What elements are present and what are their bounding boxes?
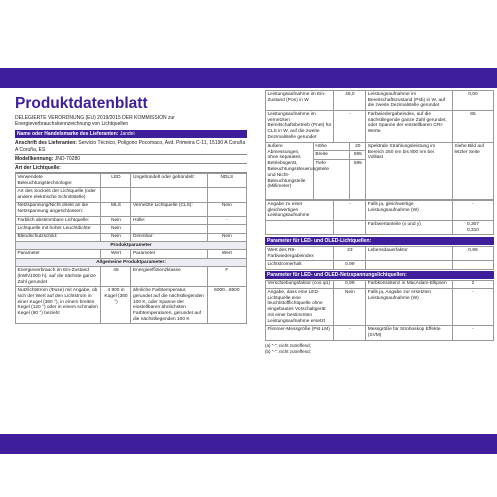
cell: Farbwiedergabeindex, auf die nächstliegende ganze Zahl gerundet, oder Spanne der einstellbaren CRI-Werte — [366, 110, 453, 142]
table-row — [16, 188, 247, 202]
equivalence-table — [265, 200, 494, 235]
power-table — [265, 90, 494, 143]
table-row — [266, 110, 494, 142]
table-row — [16, 202, 247, 216]
cell: - — [334, 110, 366, 142]
cell — [101, 188, 131, 202]
cell: Lichtstromerhalt — [266, 261, 334, 269]
table-row — [266, 289, 494, 326]
dim-label: Höhe — [313, 143, 349, 151]
dimensions-table — [265, 142, 494, 200]
outer-dimensions-label: äußere Abmessungen, ohne separates Betriebsgerät, Beleuchtungssteuerungsteile und Nicht-Beleuchtungsteile (Millimeter) — [266, 143, 314, 200]
table-row — [266, 220, 494, 234]
table-row — [16, 233, 247, 241]
dim-label: Breite — [313, 151, 349, 159]
dim-label: Tiefe — [313, 159, 349, 200]
datasheet-page — [10, 88, 487, 434]
model-label: Modellkennung: — [15, 155, 54, 162]
cell: - — [334, 200, 366, 220]
cell: Messgröße für Stroboskop Effekte (SVM) — [366, 326, 453, 340]
product-params-title: Produktparameter — [16, 241, 247, 249]
cell: - — [207, 216, 246, 224]
table-row — [266, 280, 494, 288]
table-row — [16, 216, 247, 224]
table-row — [16, 174, 247, 188]
section-header-row — [16, 241, 247, 249]
page-title: Produktdatenblatt — [15, 95, 148, 112]
dim-value: 595 — [350, 151, 366, 159]
cell: Farbwertanteile (x und y) — [366, 220, 453, 234]
cell: Nein — [334, 289, 366, 326]
table-row — [16, 225, 247, 233]
led-section-bar: Parameter für LED- und OLED-Lichtquellen: — [265, 237, 494, 245]
col-header-value: Wert — [207, 250, 246, 258]
regulation-text: DELEGIERTE VERORDNUNG (EU) 2019/2015 DER KOMMISSION zur Energieverbrauchskennzeichnung von Lichtquellen — [15, 115, 175, 128]
cell: - — [452, 326, 493, 340]
cell: MLS — [101, 202, 131, 216]
mains-led-table — [265, 280, 494, 341]
cell: Nein — [101, 216, 131, 224]
supplier-bar — [15, 130, 247, 138]
cell: Blendschutzschild: — [16, 233, 101, 241]
cell: Lichtquelle mit hoher Leuchtdichte: — [16, 225, 101, 233]
cell: Leistungsaufnahme im vernetzten Bereitschaftsbetrieb (Pnet) für CLS in W, auf die zweite Dezimalstelle gerundet — [266, 110, 334, 142]
cell: Farblich abstimmbare Lichtquelle: — [16, 216, 101, 224]
table-row — [266, 91, 494, 111]
footnote: (b) "-": nicht zutreffend; — [265, 348, 311, 354]
cell: 4 800 in Kugel (360 °) — [101, 287, 131, 324]
cell — [131, 188, 207, 202]
table-row — [16, 287, 247, 324]
cell — [334, 220, 366, 234]
cell: 2 — [452, 280, 493, 288]
led-table — [265, 246, 494, 270]
table-row — [266, 247, 494, 261]
cell: F — [207, 267, 246, 287]
supplier-label: Name oder Handelsmarke des Lieferanten: — [17, 131, 119, 138]
cell: 85 — [452, 110, 493, 142]
cell: LED — [101, 174, 131, 188]
cell: ähnliche Farbtemperatur, gerundet auf die nächstliegenden 100 K, oder Spanne der einstellbaren ähnlichsten Farbtemperaturen, gerundet auf die nächstliegenden 100 K — [131, 287, 207, 324]
cell: Flimmer-Messgröße (Pst LM) — [266, 326, 334, 340]
right-column — [265, 90, 494, 355]
cell: Wert des R9-Farbwiedergabeindex — [266, 247, 334, 261]
cell: Angabe, dass eine LED-Lichtquelle eine leuchtstofflichtquelle ohne eingebautes Vorschaltgerät mit einer bestimmten Leistungsaufnahme ersetzt — [266, 289, 334, 326]
cell: Energieverbrauch im Ein-Zustand (kWh/1000 h), auf die nächste ganze Zahl gerundet — [16, 267, 101, 287]
top-brand-band — [0, 68, 497, 88]
light-source-type-heading — [15, 164, 247, 173]
cell: Lebensdauerfaktor — [366, 247, 453, 261]
cell: Verwendete Beleuchtungstechnologie: — [16, 174, 101, 188]
footnotes — [265, 343, 494, 355]
table-row — [266, 200, 494, 220]
address-line — [15, 139, 247, 154]
model-value: JND-70280 — [54, 155, 81, 162]
light-source-type-table — [15, 173, 247, 324]
cell: 0,98 — [452, 247, 493, 261]
cell: NDLS — [207, 174, 246, 188]
cell: Nein — [207, 202, 246, 216]
dim-value: 20 — [350, 143, 366, 151]
left-column — [15, 90, 247, 324]
address-label: Anschrift des Lieferanten: — [15, 140, 77, 147]
cell: 6000...6500 — [207, 287, 246, 324]
cell: Netzspannung/Nicht direkt an die Netzspannung angeschlossen: — [16, 202, 101, 216]
cell: Energieeffizienzklasse — [131, 267, 207, 287]
model-line — [15, 155, 247, 164]
cell: Nein — [101, 233, 131, 241]
cell: Nein — [207, 233, 246, 241]
cell — [452, 261, 493, 269]
cell: Falls ja, gleichwertige Leistungsaufnahme (W) — [366, 200, 453, 220]
cell: - — [452, 200, 493, 220]
cell: 23 — [334, 247, 366, 261]
cell: Angabe zu einer gleichwertigen Leistungsaufnahme — [266, 200, 334, 220]
cell: Farbkonsistenz in MacAdam-Ellipsen — [366, 280, 453, 288]
table-row — [266, 143, 494, 151]
table-row — [16, 267, 247, 287]
cell: 48 — [101, 267, 131, 287]
col-header-param: Parameter — [131, 250, 207, 258]
cell: Nutzlichtstrom (Φuse) mit Angabe, ob sich der Wert auf den Lichtstrom in einer Kugel (360 °), in einem breiten Kegel (120 °) oder in einem schmalen Kegel (90 °) bezieht — [16, 287, 101, 324]
cell — [366, 261, 453, 269]
cell: 0,99 — [334, 280, 366, 288]
chroma-y: 0,310 — [466, 227, 479, 233]
cell: - — [452, 289, 493, 326]
address-value: Servicio Técnico, Poligono Pocomaco, Avd. Primeira C-11, 15190 A Coruña A Coruña, ES — [15, 140, 246, 153]
cell: Dimmbar: — [131, 233, 207, 241]
cell: Leistungsaufnahme im Ein-Zustand (Pon) in W — [266, 91, 334, 111]
footnote: (a) "-": nicht zutreffend; — [265, 342, 311, 348]
spectral-label: Spektrale Strahlungsleistung im Bereich 250 nm bis 800 nm bei Volllast — [366, 143, 453, 200]
chroma-x: 0,307 — [466, 221, 479, 227]
cell: 0,00 — [452, 91, 493, 111]
mains-section-bar: Parameter für LED- und OLED-Netzspannungslichtquellen: — [265, 271, 494, 279]
light-source-type-label: Art der Lichtquelle: — [15, 165, 61, 172]
cell — [131, 225, 207, 233]
cell: Verschiebungsfaktor (cos φ1) — [266, 280, 334, 288]
col-header-param: Parameter — [16, 250, 101, 258]
supplier-value: Jandei — [119, 131, 135, 138]
cell: - — [334, 326, 366, 340]
cell: Ungebündelt oder gebündelt: — [131, 174, 207, 188]
cell: Vernetzte Lichtquelle (CLS): — [131, 202, 207, 216]
chromaticity-values — [452, 220, 493, 234]
cell: Hülle: — [131, 216, 207, 224]
table-row — [266, 261, 494, 269]
table-row — [266, 326, 494, 340]
cell: Nein — [101, 225, 131, 233]
cell: Leistungsaufnahme im Bereitschaftszustand (Psb) in W, auf die zweite Dezimalstelle gerundet — [366, 91, 453, 111]
cell — [266, 220, 334, 234]
cell: 48,0 — [334, 91, 366, 111]
cell: 0,99 — [334, 261, 366, 269]
section-header-row — [16, 258, 247, 266]
column-header-row — [16, 250, 247, 258]
general-params-title: Allgemeine Produktparameter: — [16, 258, 247, 266]
cell: Falls ja, Angabe zur ersetzten Leistungsaufnahme (W) — [366, 289, 453, 326]
cell: Art des Sockels der Lichtquelle (oder andere elektrische Schnittstelle) — [16, 188, 101, 202]
dim-value: 595 — [350, 159, 366, 200]
spectral-value: Siehe Bild auf letzter Seite — [452, 143, 493, 200]
cell — [207, 225, 246, 233]
cell — [207, 188, 246, 202]
col-header-value: Wert — [101, 250, 131, 258]
bottom-brand-band — [0, 434, 497, 454]
